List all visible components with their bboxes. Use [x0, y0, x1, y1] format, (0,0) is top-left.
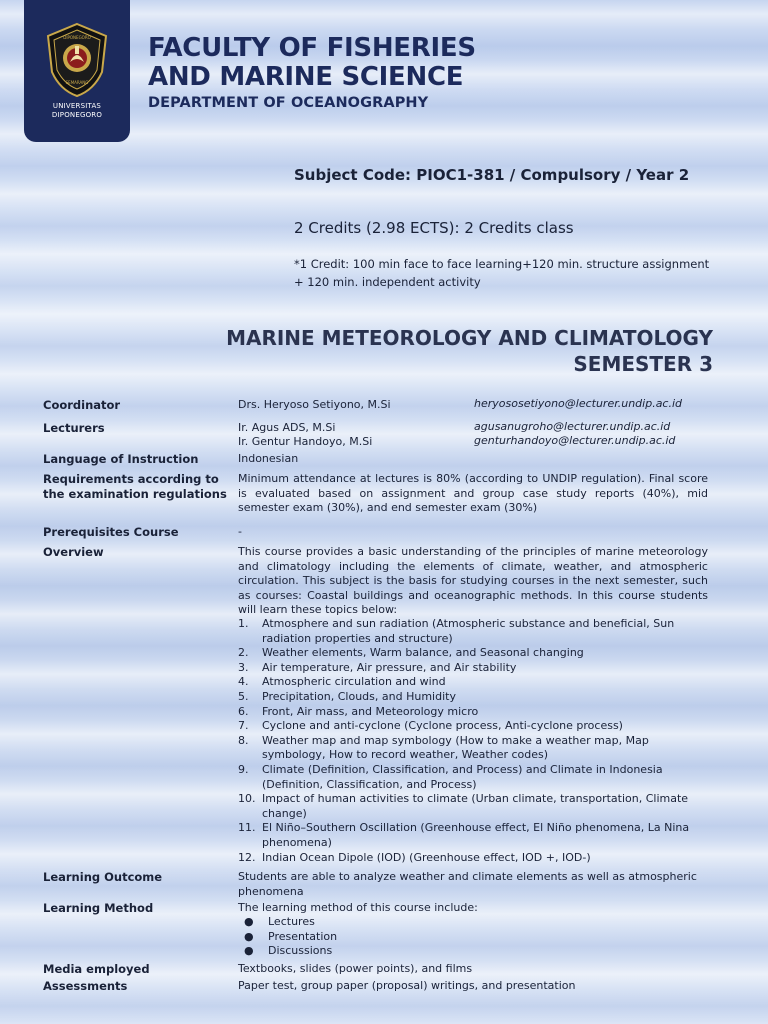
credit-note: *1 Credit: 100 min face to face learning+120 min. structure assignment + 120 min. independent activity — [294, 257, 710, 289]
list-item: ● Presentation — [244, 929, 338, 943]
list-item: ● Lectures — [244, 915, 315, 928]
list-item: 7. Cyclone and anti-cyclone (Cyclone process, Anti-cyclone process) — [238, 719, 623, 733]
list-item: 12. Indian Ocean Dipole (IOD) (Greenhouse effect, IOD +, IOD-) — [238, 850, 591, 864]
svg-text:SEMARANG: SEMARANG — [65, 80, 89, 85]
list-item: 2. Weather elements, Warm balance, and Seasonal changing — [238, 646, 584, 660]
list-item: 3. Air temperature, Air pressure, and Air stability — [238, 660, 517, 674]
list-item: 6. Front, Air mass, and Meteorology micro — [238, 704, 479, 718]
requirements-value: Minimum attendance at lectures is 80% (according to UNDIP regulation). Final score is evaluated based on assignment and group case study reports (40%), mid semester exam (30%), and end semester exam (30%) — [238, 472, 708, 514]
svg-text:DIPONEGORO: DIPONEGORO — [63, 35, 91, 40]
university-logo — [24, 0, 130, 142]
coordinator-label: Coordinator — [43, 398, 121, 412]
list-item: 8. Weather map and map symbology (How to make a weather map, Map symbology, How to record weather, Weather codes) — [238, 733, 649, 762]
prerequisites-value: - — [238, 525, 242, 538]
university-seal-icon — [44, 22, 110, 98]
list-item: 1. Atmosphere and sun radiation (Atmospheric substance and beneficial, Sun radiation properties and structure) — [238, 617, 675, 645]
faculty-title-line2: AND MARINE SCIENCE — [148, 62, 464, 92]
list-item: 9. Climate (Definition, Classification, and Process) and Climate in Indonesia (Definition, Classification, and Process) — [238, 762, 663, 791]
course-title — [226, 325, 713, 377]
assessments-value: Paper test, group paper (proposal) writings, and presentation — [238, 979, 576, 992]
list-item: 10. Impact of human activities to climate (Urban climate, transportation, Climate change) — [238, 792, 689, 820]
coordinator-email[interactable]: heryososetiyono@lecturer.undip.ac.id — [474, 397, 683, 410]
faculty-title — [148, 34, 476, 92]
overview-label: Overview — [43, 545, 104, 559]
topics-list — [238, 617, 708, 865]
course-title-line1: MARINE METEOROLOGY AND CLIMATOLOGY — [226, 326, 713, 350]
list-item: 11. El Niño–Southern Oscillation (Greenhouse effect, El Niño phenomena, La Nina phenomena) — [238, 821, 690, 849]
lecturer2-name: Ir. Gentur Handoyo, M.Si — [238, 435, 373, 448]
method-label: Learning Method — [43, 901, 154, 915]
language-label: Language of Instruction — [43, 452, 199, 466]
university-name: UNIVERSITAS DIPONEGORO — [51, 102, 103, 119]
credits-info: 2 Credits (2.98 ECTS): 2 Credits class — [294, 219, 574, 237]
list-item: 4. Atmospheric circulation and wind — [238, 675, 446, 689]
list-item: ● Discussions — [244, 944, 333, 958]
methods-list — [238, 915, 337, 959]
lecturer1-email[interactable]: agusanugroho@lecturer.undip.ac.id — [474, 420, 671, 433]
overview-value: This course provides a basic understanding of the principles of marine meteorology and climatology including the elements of climate, weather, and atmospheric circulation. This subject is the basis for studying courses in the next semester, such as courses: Coastal buildings and oceanographic methods. In this course students will learn these topics below: — [238, 545, 708, 616]
media-label: Media employed — [43, 962, 150, 976]
prerequisites-label: Prerequisites Course — [43, 525, 179, 539]
subject-code: Subject Code: PIOC1-381 / Compulsory / Year 2 — [294, 166, 690, 184]
department-title: DEPARTMENT OF OCEANOGRAPHY — [148, 95, 429, 111]
lecturer2-email[interactable]: genturhandoyo@lecturer.undip.ac.id — [474, 434, 676, 447]
media-value: Textbooks, slides (power points), and films — [238, 962, 473, 975]
requirements-label: Requirements according to the examination regulations — [43, 472, 227, 501]
assessments-label: Assessments — [43, 979, 128, 993]
outcome-label: Learning Outcome — [43, 870, 163, 884]
course-title-line2: SEMESTER 3 — [573, 352, 713, 376]
language-value: Indonesian — [238, 452, 299, 465]
list-item: 5. Precipitation, Clouds, and Humidity — [238, 689, 456, 703]
lecturers-label: Lecturers — [43, 421, 105, 435]
faculty-title-line1: FACULTY OF FISHERIES — [148, 33, 476, 63]
coordinator-name: Drs. Heryoso Setiyono, M.Si — [238, 398, 391, 411]
method-intro: The learning method of this course include: — [238, 901, 478, 914]
lecturer1-name: Ir. Agus ADS, M.Si — [238, 421, 336, 434]
outcome-value: Students are able to analyze weather and climate elements as well as atmospheric phenomena — [238, 870, 697, 898]
